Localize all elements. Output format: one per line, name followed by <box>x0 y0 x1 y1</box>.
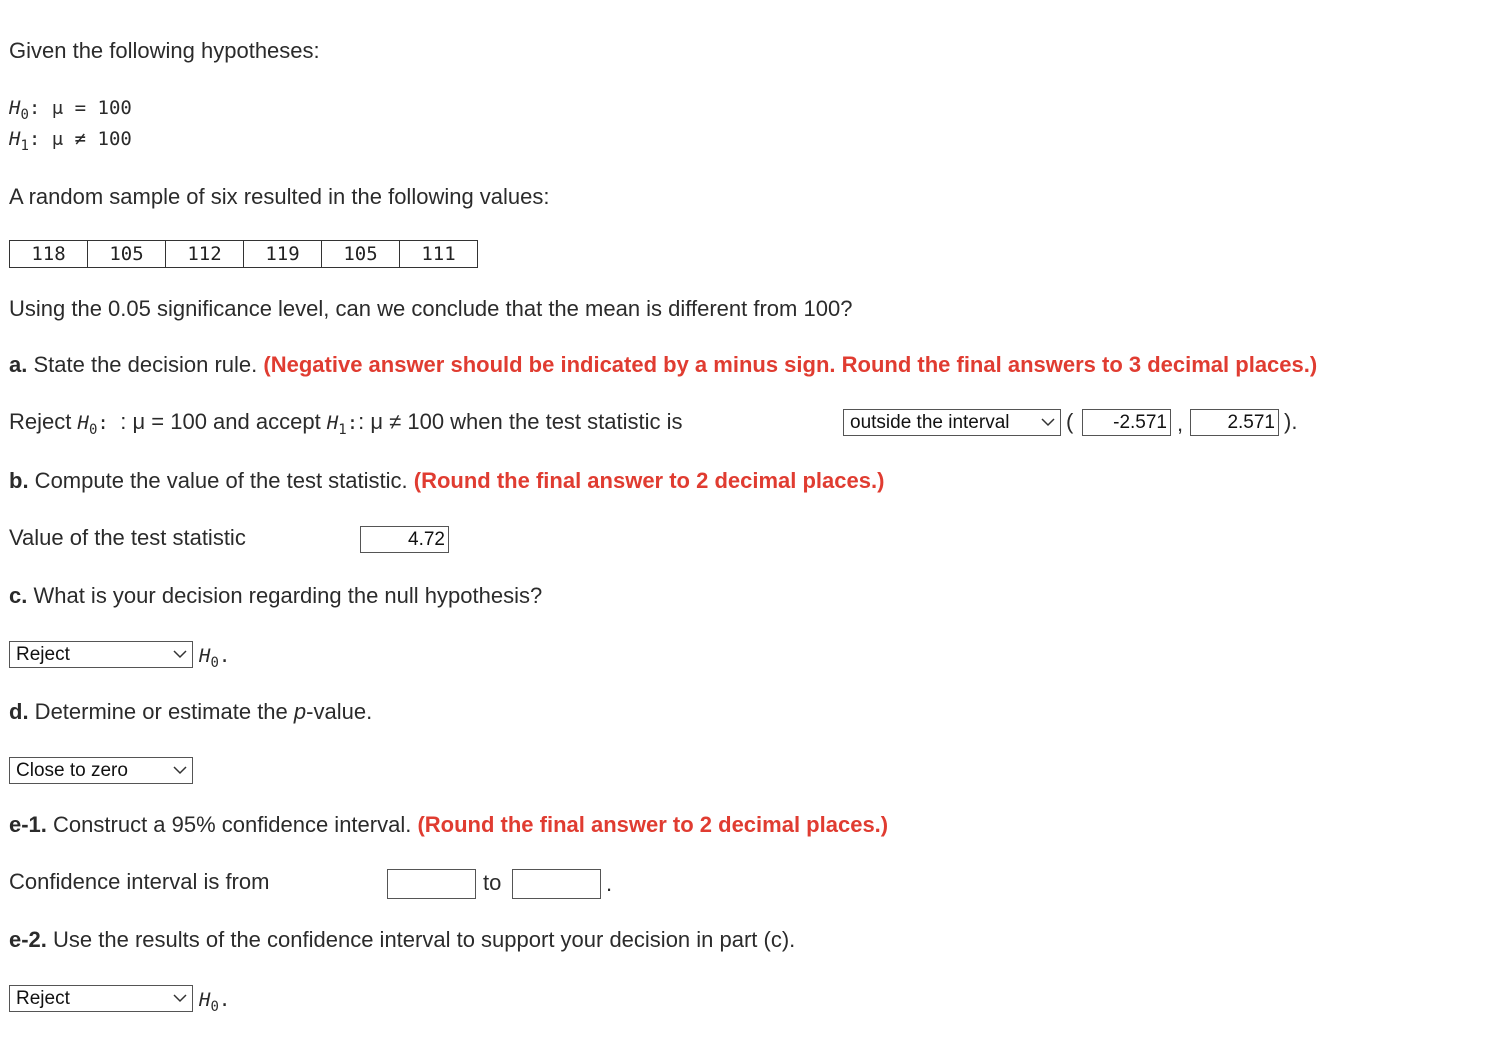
sample-value-cell: 119 <box>244 241 322 268</box>
sample-intro-text: A random sample of six resulted in the following values: <box>9 184 550 209</box>
sample-value-cell: 105 <box>88 241 166 268</box>
ci-to-input[interactable] <box>512 869 601 899</box>
ci-to-label: to <box>483 870 502 895</box>
critical-lower-input[interactable]: -2.571 <box>1082 409 1171 436</box>
decision-select-value: Reject <box>16 644 70 665</box>
p-value-select[interactable] <box>9 757 193 784</box>
sample-value-cell: 111 <box>400 241 478 268</box>
decision-rule-select-value: outside the interval <box>850 412 1010 433</box>
sample-value-cell: 118 <box>10 241 88 268</box>
decision-rule-text: Reject $H_0$: : μ = 100 and accept $H_1$:: μ ≠ 100 when the test statistic is <box>9 409 683 438</box>
comma-separator: , <box>1177 411 1184 436</box>
p-value-select-value: Close to zero <box>16 760 128 781</box>
ci-period: . <box>606 871 613 896</box>
critical-upper-input[interactable]: 2.571 <box>1190 409 1279 436</box>
close-paren: ). <box>1284 409 1298 434</box>
decision-rule-select[interactable] <box>843 409 1061 436</box>
test-statistic-input[interactable]: 4.72 <box>360 526 449 553</box>
intro-text: Given the following hypotheses: <box>9 38 320 63</box>
confidence-interval-label: Confidence interval is from <box>9 869 270 894</box>
null-hypothesis: $H_0$: μ = 100 <box>9 97 132 123</box>
chevron-down-icon <box>173 991 187 1005</box>
ci-from-input[interactable] <box>387 869 476 899</box>
chevron-down-icon <box>173 647 187 661</box>
alternative-hypothesis: $H_1$: μ ≠ 100 <box>9 128 132 154</box>
part-c-heading: c. What is your decision regarding the null hypothesis? <box>9 583 543 608</box>
test-statistic-label: Value of the test statistic <box>9 525 246 550</box>
part-e1-heading: e-1. Construct a 95% confidence interval. (Round the final answer to 2 decimal places.) <box>9 812 889 837</box>
part-d-heading: d. Determine or estimate the p-value. <box>9 699 373 724</box>
decision-select[interactable] <box>9 641 193 668</box>
sample-value-cell: 105 <box>322 241 400 268</box>
part-e2-heading: e-2. Use the results of the confidence interval to support your decision in part (c). <box>9 927 796 952</box>
sample-values-table <box>9 240 478 268</box>
decision-h0-label: $H_0$. <box>199 645 231 671</box>
ci-decision-select[interactable] <box>9 985 193 1012</box>
chevron-down-icon <box>173 763 187 777</box>
ci-decision-h0-label: $H_0$. <box>199 989 231 1015</box>
question-text: Using the 0.05 significance level, can we conclude that the mean is different from 100? <box>9 296 853 321</box>
part-a-heading: a. State the decision rule. (Negative answer should be indicated by a minus sign. Round the final answers to 3 decimal places.) <box>9 352 1318 377</box>
open-paren: ( <box>1066 409 1074 434</box>
ci-decision-select-value: Reject <box>16 988 70 1009</box>
sample-value-cell: 112 <box>166 241 244 268</box>
part-b-heading: b. Compute the value of the test statistic. (Round the final answer to 2 decimal places.) <box>9 468 885 493</box>
chevron-down-icon <box>1041 415 1055 429</box>
